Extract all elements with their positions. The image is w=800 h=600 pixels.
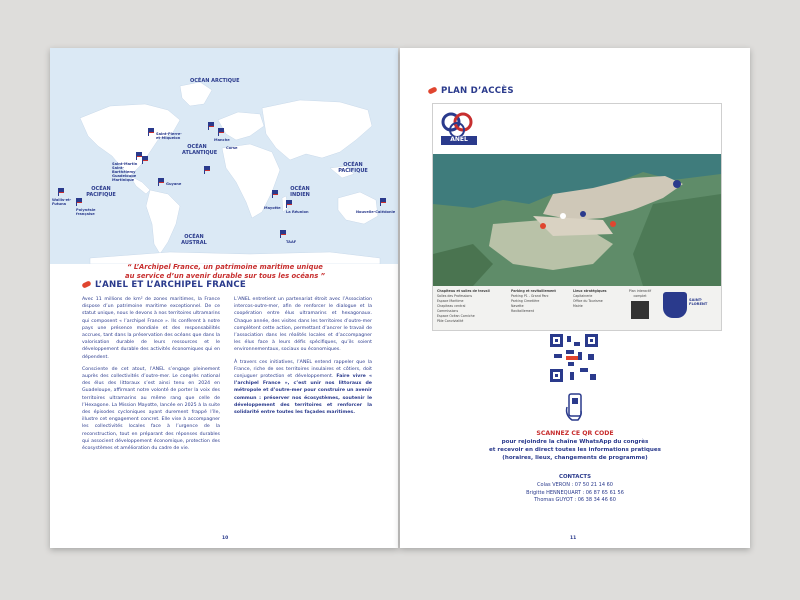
contact-item: Colas VERON : 07 50 21 14 60	[537, 482, 613, 488]
scan-line-3: (horaires, lieux, changements de programme)	[502, 455, 648, 461]
legend-item: Navette	[511, 304, 524, 308]
ocean-pacifique-east-label: OCÉAN PACIFIQUE	[338, 162, 368, 174]
ocean-atlantique-label: OCÉAN ATLANTIQUE	[182, 144, 218, 156]
legend-item: Espace Maritime	[437, 299, 464, 303]
access-plan	[432, 103, 722, 331]
scan-title: SCANNEZ CE QR CODE	[536, 430, 614, 437]
flag-anel-icon	[204, 166, 210, 174]
legend-item: Ravitaillement	[511, 309, 535, 313]
place-wallis: Wallis-et-Futuna	[52, 198, 72, 206]
map-quote	[120, 263, 330, 281]
place-spm: Saint-Pierre-et-Miquelon	[156, 132, 182, 140]
city-name: SAINT-FLORENT	[689, 298, 708, 306]
legend-col3-title: Lieux stratégiques	[573, 289, 607, 293]
world-map	[50, 48, 398, 264]
anel-logo-text: ANEL	[450, 136, 468, 143]
page-number-left: 10	[222, 536, 229, 541]
city-crest-icon	[663, 292, 687, 318]
plan-header	[433, 104, 721, 154]
legend-item: Mairie	[573, 304, 583, 308]
place-polynesie: Polynésie française	[76, 208, 96, 216]
place-taaf: TAAF	[286, 240, 297, 244]
legend-col2-title: Parking et ravitaillement	[511, 289, 556, 293]
col2-paragraph-1: L’ANEL entretient un partenariat étroit avec l’Association intercos-outre-mer, afin de renforcer le dialogue et la coopération entre élus ultramarins et hexagonaux. Chaque année, des visites dans les territoires d’outre-mer complètent cette action, permettant d’ancrer le travail de l’association dans les réalités locales et d’accompagner les élus face à leurs défis spécifiques, qu’ils soient environnementaux, sociaux ou économiques.	[234, 297, 372, 353]
legend-item: Capitainerie	[573, 294, 593, 298]
place-corse: Corse	[226, 146, 238, 150]
flag-taaf-icon	[280, 230, 286, 238]
quote-line-1: “ L’Archipel France, un patrimoine maritime unique	[127, 263, 323, 271]
scan-line-2: et recevoir en direct toutes les informations pratiques	[488, 447, 662, 453]
flag-reunion-icon	[286, 200, 292, 208]
section-title-anel	[82, 280, 246, 290]
shell-icon	[427, 86, 437, 94]
section-title-plan	[428, 86, 514, 96]
ocean-arctique-label: OCÉAN ARCTIQUE	[190, 78, 240, 84]
flag-nc-icon	[380, 198, 386, 206]
ocean-austral-label: OCÉAN AUSTRAL	[181, 234, 207, 246]
col2-paragraph-2b: Faire vivre « l’archipel France », c’est unir nos littoraux de métropole et d’outre-mer pour construire un avenir commun : préserver nos écosystèmes, soutenir le développement des territoires et renforcer la solidarité entre toutes les façades maritimes.	[234, 374, 372, 416]
legend-item: Parking P1 - Grand Parc	[511, 294, 549, 298]
place-reunion: La Réunion	[286, 210, 309, 214]
legend-item: Commissions	[437, 309, 459, 313]
section-title-text: L’ANEL ET L’ARCHIPEL FRANCE	[95, 280, 246, 290]
text-column-1	[82, 296, 220, 457]
whatsapp-qr-code[interactable]	[550, 334, 598, 382]
quote-line-2: au service d’un avenir durable sur tous les océans ”	[124, 272, 326, 280]
legend-item: Office du Tourisme	[573, 299, 603, 303]
contacts-title: CONTACTS	[559, 474, 591, 480]
legend-plan-qr	[623, 289, 657, 319]
legend-item: Parking Cimetière	[511, 299, 540, 303]
col2-paragraph-2	[234, 359, 372, 417]
text-column-2	[234, 296, 372, 421]
place-manche: Manche	[214, 138, 230, 142]
legend-item: Espace Océan Corniche	[437, 314, 475, 318]
contact-item: Thomas GUYOT : 06 38 34 46 60	[534, 497, 616, 503]
plan-title-text: PLAN D’ACCÈS	[441, 86, 514, 96]
plan-legend	[433, 286, 721, 330]
flag-corse-icon	[218, 128, 224, 136]
legend-col-2	[511, 289, 569, 314]
place-nc: Nouvelle-Calédonie	[356, 210, 396, 214]
ocean-pacifique-west-label: OCÉAN PACIFIQUE	[86, 186, 116, 198]
scan-description	[460, 438, 690, 462]
flag-wallis-icon	[58, 188, 64, 196]
flag-guyane-icon	[158, 178, 164, 186]
flag-spm-icon	[148, 128, 154, 136]
place-mayotte: Mayotte	[264, 206, 281, 210]
contacts-list	[460, 482, 690, 505]
flag-polynesie-icon	[76, 198, 82, 206]
place-antilles: Saint-Martin Saint-Barthélemy Guadeloupe Martinique	[112, 162, 138, 182]
left-page	[50, 48, 398, 548]
right-page	[400, 48, 750, 548]
legend-col1-title: Chapiteau et salles de travail	[437, 289, 490, 293]
aerial-map-image	[433, 154, 721, 286]
smartphone-icon	[564, 393, 586, 423]
legend-item: Salles des Professions	[437, 294, 473, 298]
col2-paragraph-2a: À travers ces initiatives, l’ANEL entend rappeler que la France, riche de ses territoires insulaires et côtiers, doit conjuguer protection et développement.	[234, 359, 372, 380]
place-guyane: Guyane	[166, 182, 182, 186]
anel-logo-icon	[437, 106, 483, 152]
scan-line-1: pour rejoindre la chaîne WhatsApp du congrès	[501, 439, 649, 445]
contact-item: Brigitte HENNEQUART : 06 87 65 61 56	[526, 489, 624, 496]
flag-manche-icon	[208, 122, 214, 130]
legend-plan-title: Plan interactif complet	[628, 289, 652, 298]
plan-qr-code[interactable]	[631, 301, 649, 319]
col1-paragraph-2: Consciente de cet atout, l’ANEL s’engage pleinement auprès des collectivités d’outre-mer. Le congrès national des élus des littoraux s’est ainsi tenu en 2024 en Guadeloupe, affirmant notre volonté de porter la voix des territoires ultramarins au même rang que celle de l’Hexagone. La Mission Mayotte, lancée en 2025 à la suite des épisodes cycloniques ayant durement frappé l’île, illustre cet engagement concret. Elle vise à accompagner les collectivités locales face à l’urgence de la reconstruction, tout en préparant des réponses durables qui associent développement économique, protection des écosystèmes et amélioration du cadre de vie.	[82, 366, 220, 452]
legend-col-1	[437, 289, 507, 324]
shell-icon	[81, 280, 91, 288]
aerial-map[interactable]	[433, 154, 721, 286]
legend-item: Pôle Convivialité	[437, 319, 464, 323]
col1-paragraph-1: Avec 11 millions de km² de zones maritimes, la France dispose d’un patrimoine maritime exceptionnel. De ce statut unique, nous le devons à nos territoires ultramarins qui composent « l’archipel France ». Ils confèrent à notre pays une présence mondiale et des responsabilités accrues, tant dans la préservation des océans que dans la valorisation durable de leurs ressources et le développement durable des activités économiques qui en dépendent.	[82, 297, 220, 360]
page-number-right: 11	[570, 536, 577, 541]
legend-item: Chapiteau central	[437, 304, 466, 308]
legend-col-3	[573, 289, 623, 309]
ocean-indien-label: OCÉAN INDIEN	[290, 186, 310, 198]
flag-mayotte-icon	[272, 190, 278, 198]
